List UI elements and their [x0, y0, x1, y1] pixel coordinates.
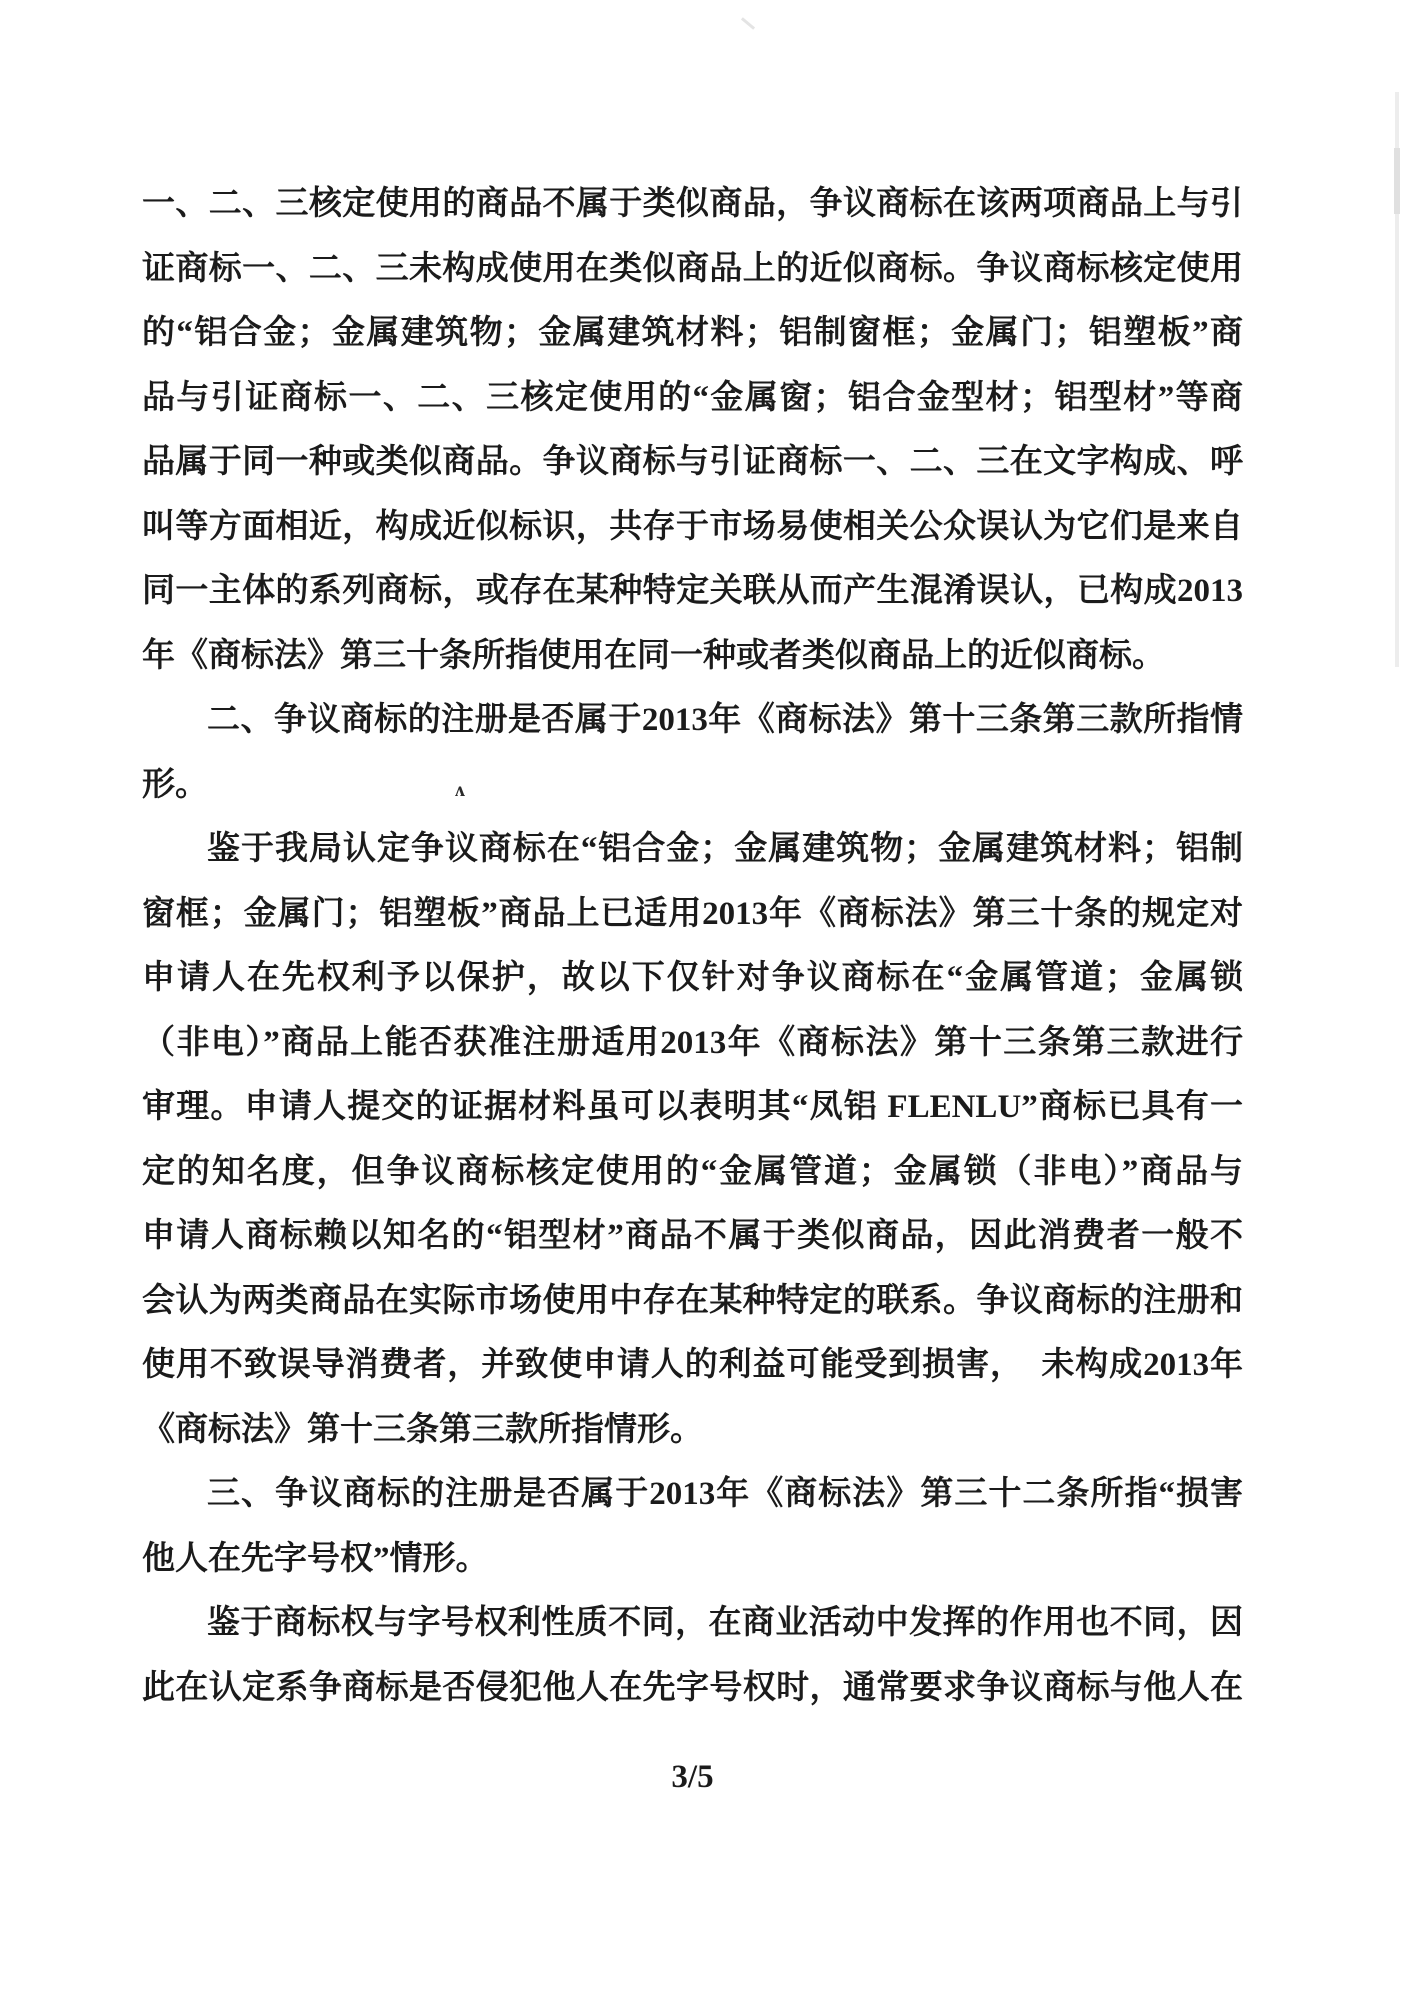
text-line: 一、二、三核定使用的商品不属于类似商品，争议商标在该两项商品上与引 [142, 186, 1243, 222]
text-line: 他人在先字号权”情形。 [142, 1540, 489, 1577]
text-line: 形。 [142, 766, 208, 803]
text-line: 审理。申请人提交的证据材料虽可以表明其“凤铝 FLENLU”商标已具有一 [142, 1089, 1243, 1125]
text-line: 窗框；金属门；铝塑板”商品上已适用2013年《商标法》第三十条的规定对 [142, 895, 1243, 932]
text-line: 使用不致误导消费者，并致使申请人的利益可能受到损害， 未构成2013年 [142, 1347, 1243, 1383]
text-line: 证商标一、二、三未构成使用在类似商品上的近似商标。争议商标核定使用 [142, 250, 1243, 287]
text-line: 申请人在先权利予以保护，故以下仅针对争议商标在“金属管道；金属锁 [142, 960, 1243, 996]
text-line: 品与引证商标一、二、三核定使用的“金属窗；铝合金型材；铝型材”等商 [142, 379, 1243, 416]
text-line: 年《商标法》第三十条所指使用在同一种或者类似商品上的近似商标。 [142, 637, 1165, 674]
page-number: 3/5 [671, 1759, 714, 1795]
text-line: 申请人商标赖以知名的“铝型材”商品不属于类似商品，因此消费者一般不 [142, 1218, 1243, 1254]
text-line: 品属于同一种或类似商品。争议商标与引证商标一、二、三在文字构成、呼 [142, 444, 1243, 480]
scan-edge-line-dark-artifact [1394, 148, 1400, 214]
text-line: 叫等方面相近，构成近似标识，共存于市场易使相关公众误认为它们是来自 [142, 508, 1243, 545]
text-line-paragraph-start: 鉴于商标权与字号权利性质不同，在商业活动中发挥的作用也不同，因 [207, 1605, 1243, 1641]
text-line: （非电）”商品上能否获准注册适用2013年《商标法》第十三条第三款进行 [142, 1024, 1243, 1061]
stray-ink-mark: ʌ [455, 779, 465, 801]
text-line-section-heading-3: 三、争议商标的注册是否属于2013年《商标法》第三十二条所指“损害 [207, 1476, 1243, 1512]
document-body-text [142, 172, 1243, 1720]
text-line: 定的知名度，但争议商标核定使用的“金属管道；金属锁（非电）”商品与 [142, 1153, 1243, 1190]
text-line: 此在认定系争商标是否侵犯他人在先字号权时，通常要求争议商标与他人在 [142, 1669, 1243, 1706]
text-line: 同一主体的系列商标，或存在某种特定关联从而产生混淆误认，已构成2013 [142, 573, 1243, 609]
text-line: 会认为两类商品在实际市场使用中存在某种特定的联系。争议商标的注册和 [142, 1282, 1243, 1319]
text-line-paragraph-start: 鉴于我局认定争议商标在“铝合金；金属建筑物；金属建筑材料；铝制 [207, 831, 1243, 867]
text-line: 的“铝合金；金属建筑物；金属建筑材料；铝制窗框；金属门；铝塑板”商 [142, 315, 1243, 351]
text-line-section-heading-2: 二、争议商标的注册是否属于2013年《商标法》第十三条第三款所指情 [207, 702, 1243, 738]
text-line: 《商标法》第十三条第三款所指情形。 [142, 1411, 703, 1448]
scan-smudge-artifact [741, 17, 755, 30]
